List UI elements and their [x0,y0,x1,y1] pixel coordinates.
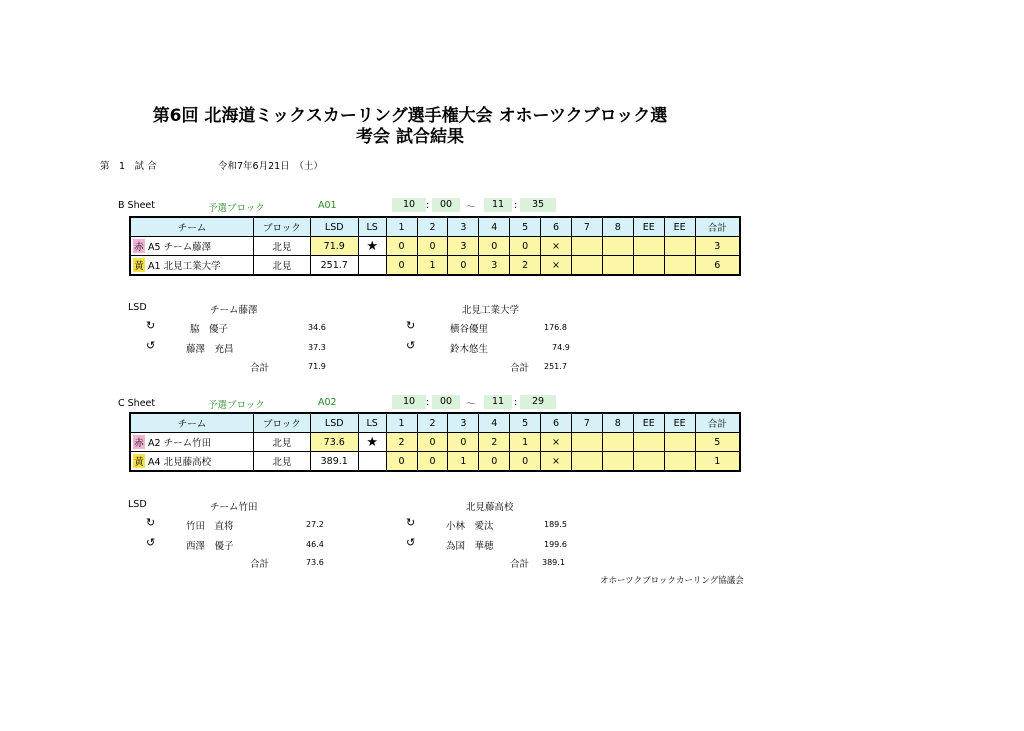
start-hour: 10 [392,198,426,212]
clockwise-icon: ↻ [406,319,416,332]
counterclockwise-icon: ↺ [146,339,156,352]
player-name: 脇 優子 [190,324,229,335]
end-score: 3 [448,237,479,256]
score-header-row [130,413,740,433]
lsd-total: 71.9 [308,362,326,371]
end-score: 0 [386,237,417,256]
end-score: × [541,237,572,256]
end-score: 0 [386,256,417,276]
end-hour: 11 [484,395,512,409]
header-cell: 2 [417,413,448,433]
header-cell: 4 [479,413,510,433]
end-score: 1 [510,433,541,452]
start-hour: 10 [392,395,426,409]
lsd-cell: 389.1 [310,452,358,472]
title-line-1: 第6回 北海道ミックスカーリング選手権大会 オホーツクブロック選 [152,106,668,126]
header-cell: LS [358,413,386,433]
end-score [571,237,602,256]
player-score: 27.2 [306,520,324,529]
title-line-2: 考会 試合結果 [356,127,464,147]
player-score: 37.3 [308,343,326,352]
clockwise-icon: ↻ [146,516,156,529]
end-score: 0 [479,237,510,256]
end-score [602,256,633,276]
header-cell: EE [633,413,664,433]
lsd-cell: 251.7 [310,256,358,276]
player-name: 為国 華穂 [446,541,494,552]
end-score: 0 [448,256,479,276]
header-cell: 8 [602,413,633,433]
counterclockwise-icon: ↺ [406,536,416,549]
end-score: 0 [417,452,448,472]
block-cell: 北見 [254,256,311,276]
player-name: 西澤 優子 [186,541,234,552]
total-score: 5 [695,433,740,452]
header-cell: 6 [541,413,572,433]
lsd-total: 73.6 [306,558,324,567]
lsd-cell: 73.6 [310,433,358,452]
stone-color-tag: 赤 [133,435,145,449]
header-cell: LSD [310,217,358,237]
end-score [633,237,664,256]
header-cell: ブロック [254,217,311,237]
ls-cell: ★ [358,433,386,452]
score-table [129,412,741,472]
player-score: 34.6 [308,323,326,332]
lsd-label: LSD [128,302,147,313]
total-score: 1 [695,452,740,472]
team-row [130,256,740,276]
player-score: 46.4 [306,540,324,549]
clockwise-icon: ↻ [146,319,156,332]
header-cell: EE [664,217,695,237]
player-name: 横谷優里 [450,324,489,335]
lsd-total-label: 合計 [250,559,270,570]
lsd-total: 251.7 [544,362,567,371]
header-cell: 合計 [695,413,740,433]
header-cell: EE [633,217,664,237]
end-score [602,452,633,472]
time-colon: : [514,397,518,408]
end-minute: 35 [520,198,556,212]
header-cell: 3 [448,217,479,237]
player-name: 竹田 直将 [186,521,234,532]
end-score [571,433,602,452]
end-score: 3 [479,256,510,276]
time-colon: : [426,397,430,408]
total-score: 6 [695,256,740,276]
score-table [129,216,741,276]
end-score: 1 [448,452,479,472]
header-cell: LS [358,217,386,237]
header-cell: 7 [571,413,602,433]
match-label: 第 1 試 合 [100,161,157,172]
time-colon: : [426,200,430,211]
team-cell [130,256,254,276]
header-cell: 5 [510,217,541,237]
header-cell: 1 [386,217,417,237]
end-score [602,433,633,452]
sheet-label: C Sheet [118,398,156,409]
team-name: A2 チーム竹田 [148,438,212,449]
end-score: 0 [417,237,448,256]
end-score [571,256,602,276]
ls-cell [358,256,386,276]
player-score: 199.6 [544,540,567,549]
header-cell: 1 [386,413,417,433]
stone-color-tag: 赤 [133,239,145,253]
player-name: 小林 愛汰 [446,521,494,532]
end-score: 2 [510,256,541,276]
block-cell: 北見 [254,433,311,452]
end-hour: 11 [484,198,512,212]
sheet-label: B Sheet [118,200,156,211]
end-score [571,452,602,472]
start-minute: 00 [432,395,460,409]
team-name: A4 北見藤高校 [148,457,212,468]
end-score: 0 [417,433,448,452]
time-tilde: ～ [466,399,476,410]
end-score: 0 [386,452,417,472]
match-date: 令和7年6月21日 （土） [218,161,323,172]
end-score: 0 [479,452,510,472]
team-row [130,237,740,256]
lsd-team1-name: チーム竹田 [210,502,258,513]
lsd-total: 389.1 [542,558,565,567]
header-cell: 2 [417,217,448,237]
page-title [130,106,690,148]
end-score: 2 [386,433,417,452]
header-cell: 5 [510,413,541,433]
end-score: 0 [510,237,541,256]
header-cell: 7 [571,217,602,237]
block-label: 予選ブロック [208,400,265,411]
block-cell: 北見 [254,452,311,472]
header-cell: LSD [310,413,358,433]
start-minute: 00 [432,198,460,212]
team-row [130,452,740,472]
end-score [664,452,695,472]
lsd-total-label: 合計 [250,363,270,374]
lsd-team2-name: 北見藤高校 [466,502,514,513]
end-score [664,433,695,452]
end-score: 0 [448,433,479,452]
end-score [602,237,633,256]
counterclockwise-icon: ↺ [146,536,156,549]
clockwise-icon: ↻ [406,516,416,529]
end-score: 2 [479,433,510,452]
end-score: 0 [510,452,541,472]
end-score [633,433,664,452]
game-code: A01 [318,200,337,211]
score-header-row [130,217,740,237]
player-score: 176.8 [544,323,567,332]
game-code: A02 [318,397,337,408]
header-cell: 合計 [695,217,740,237]
footer-organization: オホーツクブロックカーリング協議会 [600,576,744,586]
player-name: 藤澤 充昌 [186,344,234,355]
end-score: × [541,433,572,452]
header-cell: EE [664,413,695,433]
end-score [664,256,695,276]
counterclockwise-icon: ↺ [406,339,416,352]
lsd-cell: 71.9 [310,237,358,256]
lsd-team2-name: 北見工業大学 [462,305,520,316]
ls-cell: ★ [358,237,386,256]
end-score: 1 [417,256,448,276]
lsd-total-label: 合計 [510,559,530,570]
block-label: 予選ブロック [208,203,265,214]
end-score [633,452,664,472]
header-cell: チーム [130,217,254,237]
stone-color-tag: 黄 [133,454,145,468]
end-minute: 29 [520,395,556,409]
player-score: 74.9 [552,343,570,352]
team-cell [130,433,254,452]
ls-cell [358,452,386,472]
end-score [633,256,664,276]
team-cell [130,452,254,472]
time-colon: : [514,200,518,211]
header-cell: 4 [479,217,510,237]
header-cell: ブロック [254,413,311,433]
time-tilde: ～ [466,202,476,213]
end-score: × [541,256,572,276]
block-cell: 北見 [254,237,311,256]
team-name: A1 北見工業大学 [148,261,221,272]
header-cell: チーム [130,413,254,433]
total-score: 3 [695,237,740,256]
header-cell: 8 [602,217,633,237]
lsd-total-label: 合計 [510,363,530,374]
team-cell [130,237,254,256]
header-cell: 3 [448,413,479,433]
player-name: 鈴木悠生 [450,344,489,355]
lsd-team1-name: チーム藤澤 [210,305,258,316]
end-score [664,237,695,256]
header-cell: 6 [541,217,572,237]
lsd-label: LSD [128,499,147,510]
player-score: 189.5 [544,520,567,529]
team-row [130,433,740,452]
stone-color-tag: 黄 [133,258,145,272]
end-score: × [541,452,572,472]
team-name: A5 チーム藤澤 [148,242,212,253]
